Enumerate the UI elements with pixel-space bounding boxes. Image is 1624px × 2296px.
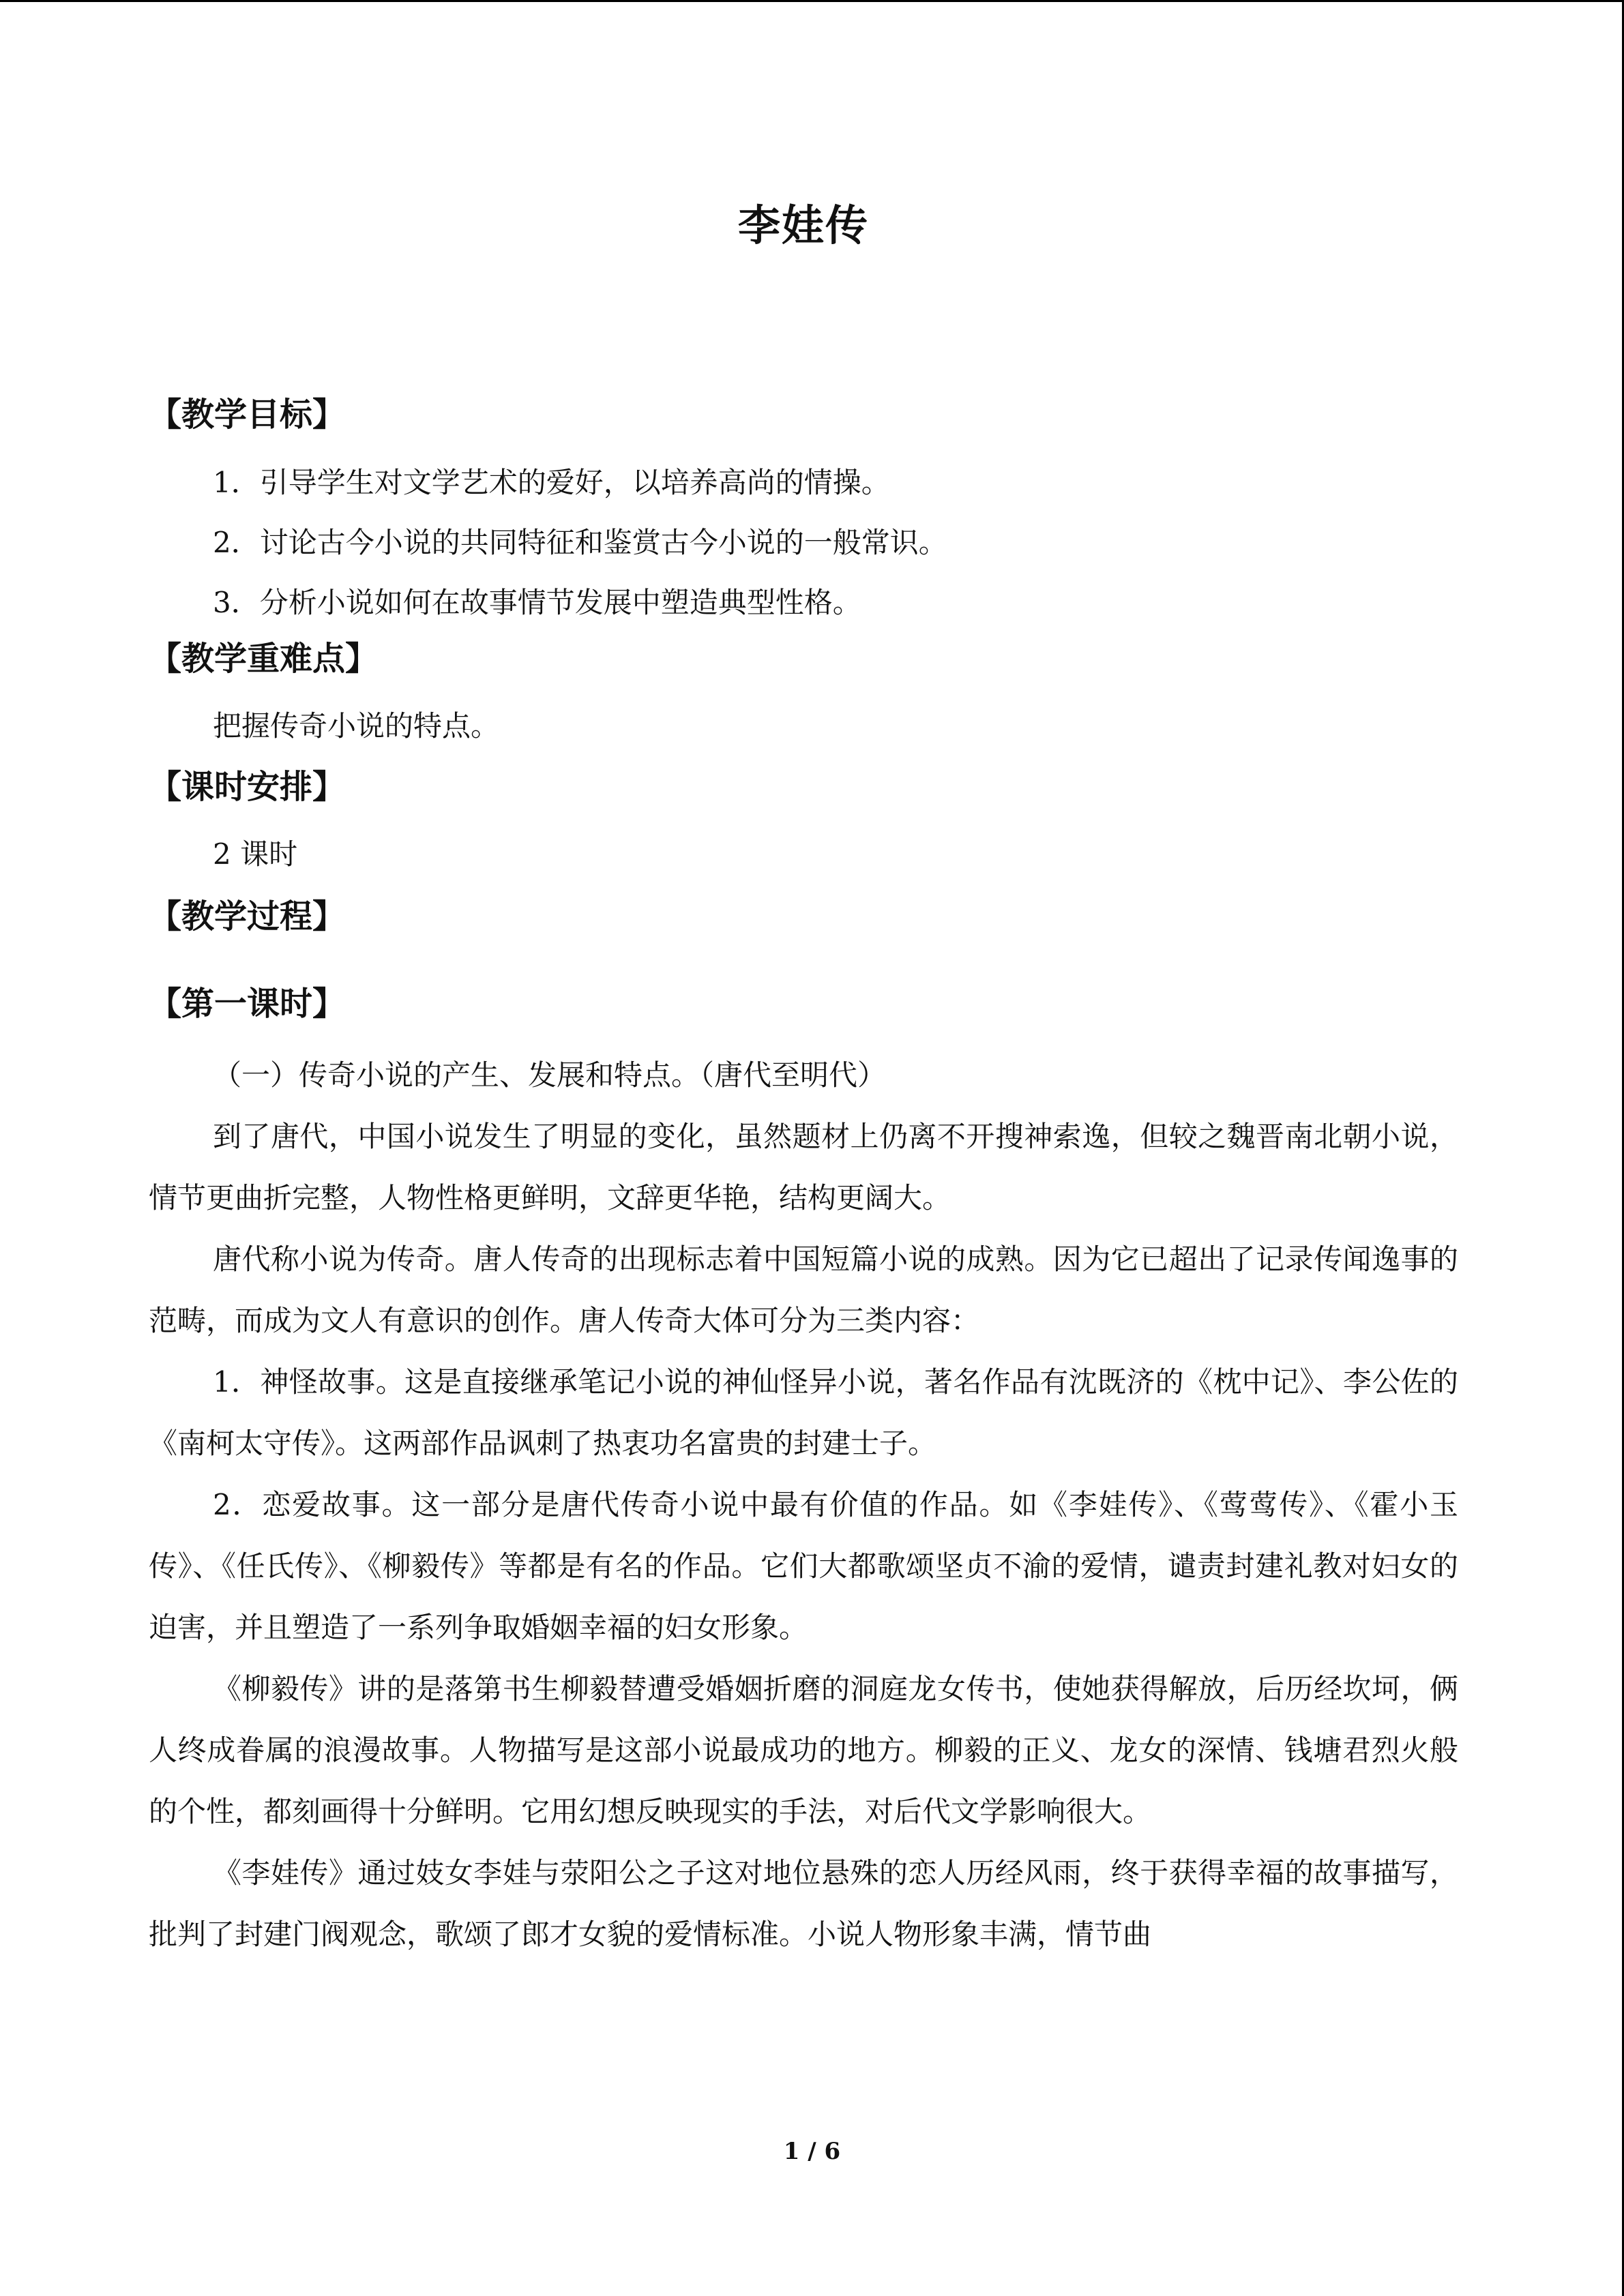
lesson-paragraph: 1．神怪故事。这是直接继承笔记小说的神仙怪异小说，著名作品有沈既济的《枕中记》、李公佐的《南柯太守传》。这两部作品讽刺了热衷功名富贵的封建士子。 — [149, 1365, 1458, 1460]
section-process — [149, 897, 1458, 936]
schedule-text: 2 课时 — [213, 837, 298, 871]
section-objectives — [149, 398, 1458, 633]
page-number: 1 / 6 — [783, 2138, 841, 2165]
lesson-paragraph: （一）传奇小说的产生、发展和特点。（唐代至明代） — [213, 1058, 887, 1092]
lesson-one-body — [149, 1045, 1458, 1965]
lesson-paragraph: 到了唐代，中国小说发生了明显的变化，虽然题材上仍离不开搜神索逸，但较之魏晋南北朝小说，情节更曲折完整，人物性格更鲜明，文辞更华艳，结构更阔大。 — [149, 1120, 1458, 1214]
lesson-paragraph: 《李娃传》通过妓女李娃与荥阳公之子这对地位悬殊的恋人历经风雨，终于获得幸福的故事描写，批判了封建门阀观念，歌颂了郎才女貌的爱情标准。小说人物形象丰满，情节曲 — [149, 1856, 1458, 1951]
section-heading-schedule: 【课时安排】 — [149, 768, 346, 806]
objective-item: 2．讨论古今小说的共同特征和鉴赏古今小说的一般常识。 — [213, 526, 947, 559]
section-heading-lesson-one: 【第一课时】 — [149, 985, 346, 1023]
section-heading-objectives: 【教学目标】 — [149, 396, 346, 434]
section-heading-process: 【教学过程】 — [149, 897, 346, 936]
section-heading-key-points: 【教学重难点】 — [149, 640, 379, 678]
lesson-paragraph: 2．恋爱故事。这一部分是唐代传奇小说中最有价值的作品。如《李娃传》、《莺莺传》、《霍小玉传》、《任氏传》、《柳毅传》等都是有名的作品。它们大都歌颂坚贞不渝的爱情，谴责封建礼教对妇女的迫害，并且塑造了一系列争取婚姻幸福的妇女形象。 — [149, 1488, 1458, 1644]
document-title: 李娃传 — [737, 200, 869, 250]
objective-item: 3．分析小说如何在故事情节发展中塑造典型性格。 — [213, 586, 861, 619]
objectives-list — [149, 453, 1458, 633]
key-points-text: 把握传奇小说的特点。 — [213, 709, 500, 743]
page-border-top — [0, 0, 1624, 2]
lesson-paragraph: 唐代称小说为传奇。唐人传奇的出现标志着中国短篇小说的成熟。因为它已超出了记录传闻逸事的范畴，而成为文人有意识的创作。唐人传奇大体可分为三类内容： — [149, 1242, 1458, 1337]
section-lesson-one — [149, 987, 1458, 1965]
objective-item: 1．引导学生对文学艺术的爱好，以培养高尚的情操。 — [213, 466, 890, 499]
lesson-paragraph: 《柳毅传》讲的是落第书生柳毅替遭受婚姻折磨的洞庭龙女传书，使她获得解放，后历经坎坷，俩人终成眷属的浪漫故事。人物描写是这部小说最成功的地方。柳毅的正义、龙女的深情、钱塘君烈火般的个性，都刻画得十分鲜明。它用幻想反映现实的手法，对后代文学影响很大。 — [149, 1672, 1458, 1828]
section-key-points — [149, 642, 1458, 757]
document-body — [149, 200, 1458, 1965]
section-schedule — [149, 768, 1458, 885]
